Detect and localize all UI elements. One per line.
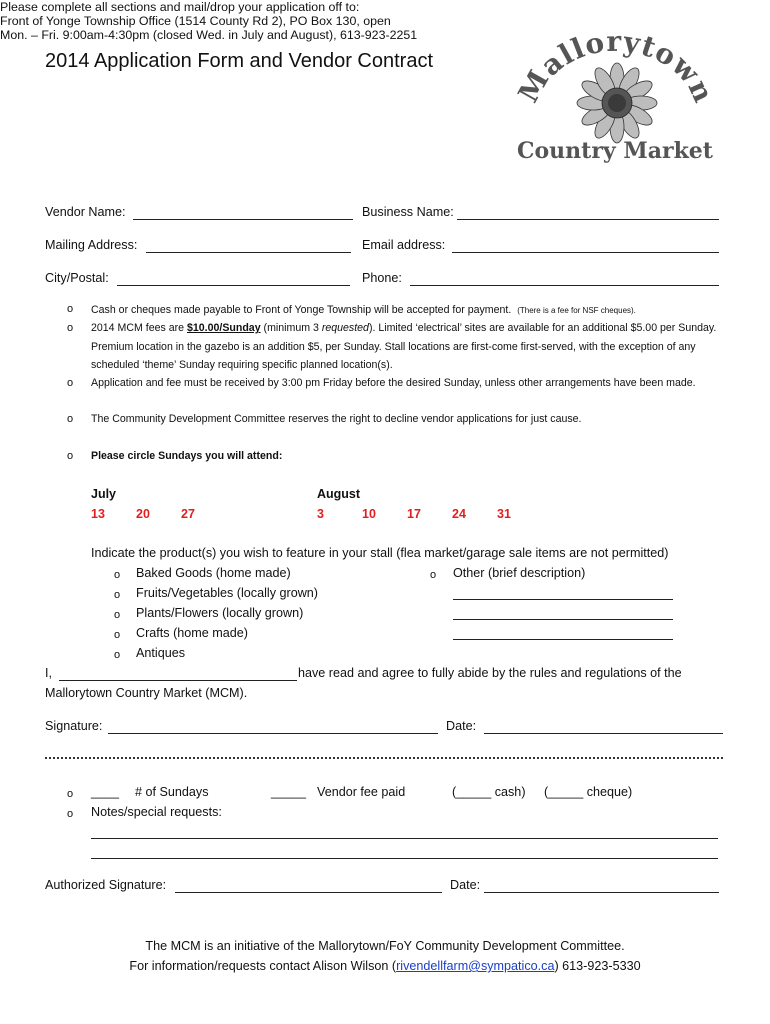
sunday-option[interactable]: 31: [497, 507, 511, 521]
august-label: August: [317, 487, 361, 501]
phone-label: Phone:: [362, 271, 402, 285]
vendor-name-field[interactable]: [133, 219, 353, 220]
product-item: Baked Goods (home made): [136, 566, 291, 580]
date-label: Date:: [446, 719, 477, 733]
authorized-date-label: Date:: [450, 878, 481, 892]
sunday-option[interactable]: 10: [362, 507, 376, 521]
market-logo: [505, 25, 725, 170]
authorized-date-field[interactable]: [484, 892, 719, 893]
agreement-line-2: Mallorytown Country Market (MCM).: [45, 686, 248, 700]
city-postal-label: City/Postal:: [45, 271, 109, 285]
business-name-field[interactable]: [457, 219, 719, 220]
intro-line-3: Mon. – Fri. 9:00am-4:30pm (closed Wed. in July and August), 613-923-2251: [0, 28, 418, 42]
payment-rule: [91, 301, 721, 321]
products-heading: Indicate the product(s) you wish to feature in your stall (flea market/garage sale items are not permitted): [91, 546, 669, 560]
product-bullet[interactable]: o: [114, 589, 121, 601]
other-description-line[interactable]: [453, 619, 673, 620]
fees-rule: [91, 319, 721, 375]
sundays-count-blank[interactable]: ____: [91, 785, 120, 799]
footer-contact-text: For information/requests contact Alison Wilson (: [129, 959, 397, 973]
business-name-label: Business Name:: [362, 205, 454, 219]
committee-rule: The Community Development Committee reserves the right to decline vendor applications for just cause.: [91, 413, 582, 425]
sunday-option[interactable]: 20: [136, 507, 150, 521]
intro-line-1: Please complete all sections and mail/drop your application off to:: [0, 0, 360, 14]
mailing-address-field[interactable]: [146, 252, 351, 253]
sundays-count-label: # of Sundays: [135, 785, 209, 799]
city-postal-field[interactable]: [117, 285, 350, 286]
cheque-field[interactable]: (_____ cheque): [544, 785, 633, 799]
signature-field[interactable]: [108, 733, 438, 734]
sunflower-icon: [505, 25, 725, 170]
product-item: Plants/Flowers (locally grown): [136, 606, 304, 620]
fee-paid-label: Vendor fee paid: [317, 785, 406, 799]
fees-text-c: ). Limited ‘electrical’ sites are available for an additional $5.00 per Sunday. Premium location in the gazebo is an addition $5, per Sunday. Stall locations are first-come first-served, with the exception of any scheduled ‘theme’ Sunday requiring specific planned location(s).: [91, 322, 717, 371]
fees-requested: requested: [321, 322, 369, 334]
other-description-line[interactable]: [453, 639, 673, 640]
product-bullet[interactable]: o: [114, 629, 121, 641]
list-bullet: o: [67, 303, 74, 315]
logo-arc-text: Mallorytown: [511, 25, 721, 108]
authorized-signature-field[interactable]: [175, 892, 442, 893]
vendor-name-label: Vendor Name:: [45, 205, 126, 219]
footer-line-1: The MCM is an initiative of the Mallorytown/FoY Community Development Committee.: [145, 939, 625, 953]
email-address-field[interactable]: [452, 252, 719, 253]
footer-phone-text: ) 613-923-5330: [554, 959, 641, 973]
product-other: Other (brief description): [453, 566, 586, 580]
fees-text-b: (minimum 3: [260, 322, 322, 334]
list-bullet: o: [67, 788, 74, 800]
product-item: Crafts (home made): [136, 626, 248, 640]
list-bullet: o: [67, 413, 74, 425]
intro-line-2: Front of Yonge Township Office (1514 County Rd 2), PO Box 130, open: [0, 14, 391, 28]
notes-line[interactable]: [91, 858, 718, 859]
contact-email-link[interactable]: rivendellfarm@sympatico.ca: [396, 959, 555, 973]
list-bullet: o: [67, 377, 74, 389]
sunday-option[interactable]: 17: [407, 507, 421, 521]
footer-line-2: [0, 959, 770, 973]
sunday-option[interactable]: 27: [181, 507, 195, 521]
product-bullet[interactable]: o: [114, 649, 121, 661]
notes-label: Notes/special requests:: [91, 805, 222, 819]
product-bullet[interactable]: o: [114, 569, 121, 581]
sunday-option[interactable]: 24: [452, 507, 466, 521]
product-bullet[interactable]: o: [430, 569, 437, 581]
fee-paid-blank[interactable]: _____: [271, 785, 307, 799]
mailing-address-label: Mailing Address:: [45, 238, 138, 252]
fees-text-a: 2014 MCM fees are: [91, 322, 187, 334]
circle-sundays-instruction: Please circle Sundays you will attend:: [91, 450, 283, 462]
product-item: Antiques: [136, 646, 186, 660]
phone-field[interactable]: [410, 285, 719, 286]
signature-label: Signature:: [45, 719, 103, 733]
agreement-text: have read and agree to fully abide by the rules and regulations of the: [298, 666, 682, 680]
logo-bottom-text: Country Market: [517, 138, 713, 164]
agreement-prefix: I,: [45, 666, 52, 680]
list-bullet: o: [67, 808, 74, 820]
sunday-option[interactable]: 13: [91, 507, 105, 521]
authorized-signature-label: Authorized Signature:: [45, 878, 167, 892]
divider: [45, 757, 723, 759]
other-description-line[interactable]: [453, 599, 673, 600]
email-address-label: Email address:: [362, 238, 446, 252]
july-label: July: [91, 487, 117, 501]
cash-field[interactable]: (_____ cash): [452, 785, 526, 799]
deadline-rule: Application and fee must be received by 3:00 pm Friday before the desired Sunday, unless other arrangements have been made.: [91, 377, 696, 389]
form-title: 2014 Application Form and Vendor Contract: [45, 50, 434, 72]
list-bullet: o: [67, 322, 74, 334]
nsf-note: (There is a fee for NSF cheques).: [517, 306, 636, 315]
notes-line[interactable]: [91, 838, 718, 839]
sunday-option[interactable]: 3: [317, 507, 324, 521]
list-bullet: o: [67, 450, 74, 462]
product-item: Fruits/Vegetables (locally grown): [136, 586, 318, 600]
payment-rule-text: Cash or cheques made payable to Front of Yonge Township will be accepted for payment.: [91, 304, 512, 316]
agreement-name-field[interactable]: [59, 680, 297, 681]
product-bullet[interactable]: o: [114, 609, 121, 621]
date-field[interactable]: [484, 733, 723, 734]
fees-amount: $10.00/Sunday: [186, 322, 261, 334]
